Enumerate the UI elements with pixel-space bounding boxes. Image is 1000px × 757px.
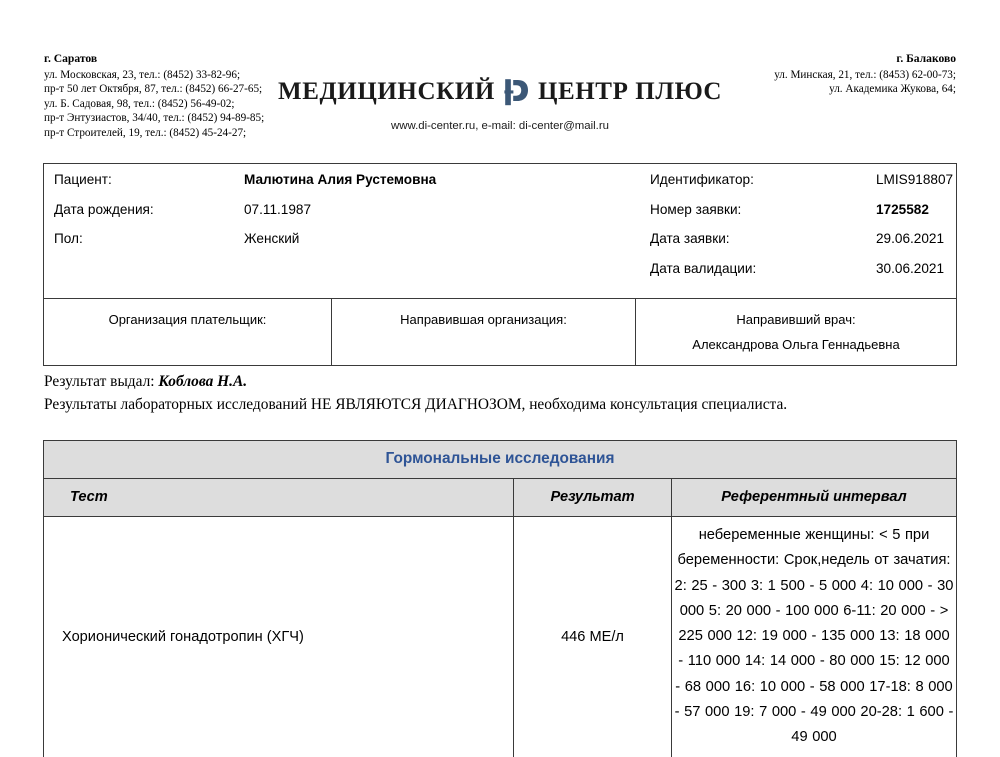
results-table <box>43 440 957 757</box>
order-field-row <box>636 231 956 261</box>
column-header-result: Результат <box>514 479 672 516</box>
payer-organization-label: Организация плательщик: <box>108 312 267 327</box>
order-field-row <box>636 261 956 291</box>
patient-field-value: Женский <box>244 231 300 246</box>
clinic-logo <box>0 78 1000 132</box>
results-section-title: Гормональные исследования <box>44 441 956 479</box>
order-identity-column <box>636 164 956 298</box>
table-row <box>44 517 956 757</box>
order-field-value: 30.06.2021 <box>876 260 945 276</box>
clinic-contacts: www.di-center.ru, e-mail: di-center@mail.ru <box>391 120 609 132</box>
branch-city-name: г. Саратов <box>44 52 98 65</box>
issued-by-line <box>44 371 964 394</box>
patient-field-label: Пациент: <box>54 172 112 187</box>
organization-row <box>44 299 956 365</box>
di-monogram-icon <box>504 78 529 106</box>
test-result-cell: 446 МЕ/л <box>514 517 672 757</box>
referring-doctor-value: Александрова Ольга Геннадьевна <box>692 337 900 352</box>
order-field-row <box>636 172 956 202</box>
test-name-cell: Хорионический гонадотропин (ХГЧ) <box>44 517 514 757</box>
reference-interval-cell: небеременные женщины: < 5 при беременности: Срок,недель от зачатия: 2: 25 - 300 3: 1 500 - 5 000 4: 10 000 - 30 000 5: 20 000 - 100 000 6-11: 20 000 - > 225 000 12: 19 000 - 135 000 13: 18 000 - 110 000 14: 14 000 - 80 000 15: 12 000 - 68 000 16: 10 000 - 58 000 17-18: 8 000 - 57 000 19: 7 000 - 49 000 20-28: 1 600 - 49 000 <box>674 527 954 746</box>
patient-field-row <box>44 231 636 261</box>
payer-organization-cell <box>44 299 332 365</box>
branch-address-line: пр-т 50 лет Октября, 87, тел.: (8452) 66-27-65; <box>44 83 263 96</box>
clinic-name-left: МЕДИЦИНСКИЙ <box>278 78 495 105</box>
patient-field-label: Дата рождения: <box>54 201 154 217</box>
issued-by-label: Результат выдал: <box>44 373 155 390</box>
order-field-row <box>636 202 956 232</box>
branch-city-name: г. Балаково <box>896 52 956 65</box>
referring-doctor-label: Направивший врач: <box>736 312 856 327</box>
order-field-label: Дата заявки: <box>650 231 730 246</box>
order-field-value: LMIS918807 <box>876 172 954 187</box>
patient-field-value: 07.11.1987 <box>244 201 312 217</box>
branch-address-line: ул. Московская, 23, тел.: (8452) 33-82-96; <box>44 68 241 81</box>
branch-address-line: ул. Минская, 21, тел.: (8453) 62-00-73; <box>774 68 956 81</box>
result-notice <box>44 371 964 416</box>
patient-field-label: Пол: <box>54 231 83 246</box>
patient-identity-column <box>44 164 636 298</box>
branch-address-line: пр-т Строителей, 19, тел.: (8452) 45-24-27; <box>44 126 247 139</box>
patient-field-value: Малютина Алия Рустемовна <box>244 172 437 187</box>
patient-info-top-section <box>44 164 956 299</box>
referring-organization-label: Направившая организация: <box>400 312 567 327</box>
referring-doctor-cell <box>636 299 956 365</box>
order-field-label: Номер заявки: <box>650 201 742 217</box>
clinic-name <box>278 78 722 106</box>
clinic-name-right: ЦЕНТР ПЛЮС <box>537 78 722 105</box>
order-field-label: Дата валидации: <box>650 260 757 276</box>
issued-by-name: Коблова Н.А. <box>158 373 248 390</box>
order-field-label: Идентификатор: <box>650 172 754 187</box>
branch-address-line: ул. Б. Садовая, 98, тел.: (8452) 56-49-02; <box>44 97 235 110</box>
patient-field-row <box>44 172 636 202</box>
branch-address-line: ул. Академика Жукова, 64; <box>829 83 956 96</box>
patient-info-table <box>43 163 957 366</box>
order-field-value: 29.06.2021 <box>876 231 945 246</box>
column-header-reference: Референтный интервал <box>721 489 907 505</box>
order-field-value: 1725582 <box>876 201 929 217</box>
results-table-header-row <box>44 479 956 517</box>
patient-field-row <box>44 202 636 232</box>
referring-organization-cell <box>332 299 636 365</box>
document-header <box>0 52 1000 147</box>
disclaimer-text: Результаты лабораторных исследований НЕ ЯВЛЯЮТСЯ ДИАГНОЗОМ, необходима консультация специалиста. <box>44 395 788 413</box>
branch-address-line: пр-т Энтузиастов, 34/40, тел.: (8452) 94-89-85; <box>44 112 265 125</box>
column-header-test: Тест <box>44 479 514 516</box>
